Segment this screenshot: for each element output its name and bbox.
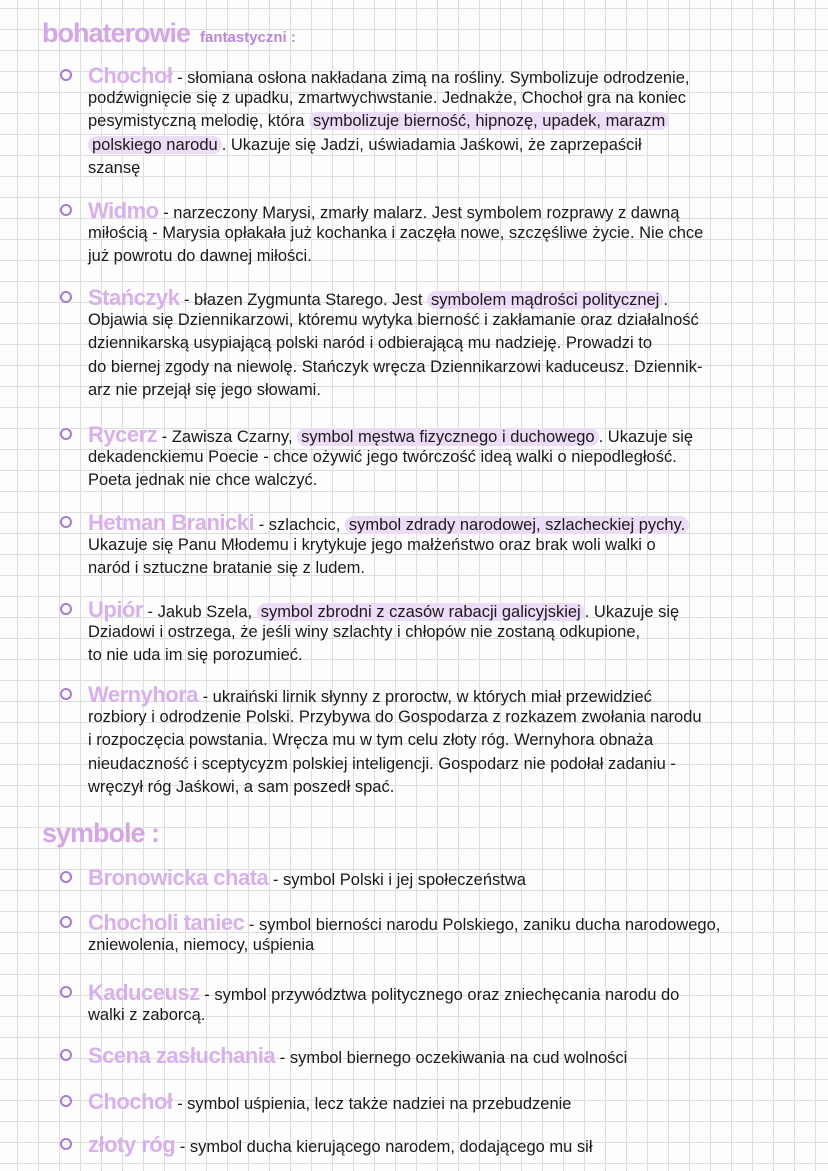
text-line (60, 1004, 828, 1027)
text-segment: rozbiory i odrodzenie Polski. Przybywa do Gospodarza z rozkazem zwołania narodu (88, 708, 702, 727)
text-line (60, 598, 828, 621)
text-segment: - Jakub Szela, (142, 603, 257, 621)
highlighted-text: symbolem mądrości politycznej (427, 291, 663, 309)
entry-name: Hetman Branicki (88, 510, 255, 535)
bullet-icon (60, 204, 72, 216)
text-segment: - narzeczony Marysi, zmarły malarz. Jest symbolem rozprawy z dawną (158, 204, 680, 222)
text-segment: Dziadowi i ostrzega, że jeśli winy szlachty i chłopów nie zostaną odkupione, (88, 623, 641, 642)
symbol-entry (60, 1044, 828, 1067)
bullet-icon (60, 1138, 72, 1150)
symbol-entry (60, 866, 828, 889)
text-line (60, 776, 828, 799)
text-segment: dziennikarską usypiającą polski naród i odbierającą mu nadzieję. Prowadzi to (88, 334, 653, 353)
text-segment: Poeta jednak nie chce walczyć. (88, 471, 318, 490)
text-line (60, 557, 828, 580)
text-line (60, 1044, 828, 1067)
text-line (60, 1090, 828, 1113)
character-entry (60, 598, 828, 668)
highlighted-text: symbol męstwa fizycznego i duchowego (297, 428, 598, 446)
text-line (60, 379, 828, 402)
text-line (60, 644, 828, 667)
bullet-icon (60, 1095, 72, 1107)
highlighted-text: symbol zbrodni z czasów rabacji galicyjskiej (257, 603, 585, 621)
symbol-entry (60, 1090, 828, 1113)
text-line (60, 423, 828, 446)
text-segment: - symbol przywództwa politycznego oraz zniechęcania narodu do (199, 986, 680, 1004)
bullet-icon (60, 871, 72, 883)
text-line (60, 981, 828, 1004)
text-line (60, 1133, 828, 1156)
text-segment: - symbol bierności narodu Polskiego, zaniku ducha narodowego, (244, 916, 721, 934)
entry-name: Stańczyk (88, 285, 180, 310)
text-segment: do biernej zgody na niewolę. Stańczyk wręcza Dziennikarzowi kaduceusz. Dziennik- (88, 357, 703, 376)
bullet-icon (60, 986, 72, 998)
text-segment: podźwignięcie się z upadku, zmartwychwstanie. Jednakże, Chochoł gra na koniec (88, 89, 686, 108)
entry-name: Wernyhora (88, 682, 199, 707)
character-entry (60, 286, 828, 402)
highlighted-text: polskiego narodu (88, 136, 222, 154)
text-segment: - szlachcic, (254, 516, 345, 534)
text-line (60, 683, 828, 706)
entry-name: Chochoł (88, 1089, 173, 1114)
bullet-icon (60, 291, 72, 303)
symbol-entry (60, 1133, 828, 1156)
text-segment: Ukazuje się Panu Młodemu i krytykuje jego małżeństwo oraz brak woli walki o (88, 536, 656, 555)
text-segment: arz nie przejął się jego słowami. (88, 380, 321, 399)
heading-text: bohaterowie (42, 18, 191, 48)
text-segment: już powrotu do dawnej miłości. (88, 247, 312, 266)
bullet-icon (60, 603, 72, 615)
heading-subtitle: fantastyczni : (200, 29, 296, 46)
text-segment: naród i sztuczne bratanie się z ludem. (88, 559, 365, 578)
text-segment: - symbol biernego oczekiwania na cud wolności (275, 1049, 628, 1067)
text-segment: - ukraiński lirnik słynny z proroctw, w których miał przewidzieć (198, 688, 652, 706)
entry-name: Chocholi taniec (88, 910, 245, 935)
bullet-icon (60, 69, 72, 81)
text-segment: dekadenckiemu Poecie - chce ożywić jego twórczość ideą walki o niepodległość. (88, 448, 677, 467)
text-segment: miłością - Marysia opłakała już kochanka i zaczęła nowe, szczęśliwe życie. Nie chce (88, 224, 704, 243)
text-segment: - Zawisza Czarny, (157, 428, 298, 446)
text-line (60, 729, 828, 752)
text-line (60, 511, 828, 534)
character-entry (60, 64, 828, 180)
text-segment: wręczył róg Jaśkowi, a sam poszedł spać. (88, 777, 395, 796)
symbol-entry (60, 911, 828, 957)
heading-text: symbole : (42, 818, 160, 848)
entry-name: Bronowicka chata (88, 865, 269, 890)
character-entry (60, 423, 828, 493)
entry-name: Widmo (88, 198, 159, 223)
text-segment: pesymistyczną melodię, która (88, 112, 310, 131)
text-line (60, 110, 828, 133)
text-segment: Objawia się Dziennikarzowi, któremu wytyka bierność i zakłamanie oraz działalność (88, 311, 699, 330)
text-line (60, 911, 828, 934)
text-segment: - symbol ducha kierującego narodem, dodającego mu sił (175, 1138, 593, 1156)
character-entry (60, 683, 828, 799)
text-segment: . Ukazuje się (598, 428, 694, 446)
bullet-icon (60, 1049, 72, 1061)
text-line (60, 87, 828, 110)
text-line (60, 157, 828, 180)
text-line (60, 934, 828, 957)
highlighted-text: symbolizuje bierność, hipnozę, upadek, marazm (309, 112, 669, 130)
text-segment: i rozpoczęcia powstania. Wręcza mu w tym celu złoty róg. Wernyhora obnaża (88, 731, 654, 750)
text-line (60, 309, 828, 332)
bullet-icon (60, 428, 72, 440)
text-line (60, 469, 828, 492)
character-entry (60, 199, 828, 269)
text-line (60, 866, 828, 889)
bullet-icon (60, 916, 72, 928)
symbol-entry (60, 981, 828, 1027)
text-line (60, 245, 828, 268)
text-line (60, 332, 828, 355)
text-line (60, 621, 828, 644)
characters-heading (42, 18, 296, 53)
text-line (60, 134, 828, 157)
bullet-icon (60, 516, 72, 528)
text-line (60, 199, 828, 222)
text-segment: zniewolenia, niemocy, uśpienia (88, 936, 315, 955)
text-line (60, 286, 828, 309)
text-segment: to nie uda im się porozumieć. (88, 646, 303, 665)
entry-name: Kaduceusz (88, 980, 200, 1005)
entry-name: Rycerz (88, 422, 158, 447)
text-segment: - symbol uśpienia, lecz także nadziei na przebudzenie (172, 1095, 572, 1113)
text-line (60, 446, 828, 469)
character-entry (60, 511, 828, 581)
text-line (60, 753, 828, 776)
text-line (60, 706, 828, 729)
text-segment: . (663, 291, 668, 309)
text-segment: walki z zaborcą. (88, 1006, 206, 1025)
text-segment: - błazen Zygmunta Starego. Jest (179, 291, 428, 309)
entry-name: Scena zasłuchania (88, 1043, 276, 1068)
text-segment: - symbol Polski i jej społeczeństwa (268, 871, 526, 889)
text-segment: - słomiana osłona nakładana zimą na rośliny. Symbolizuje odrodzenie, (172, 69, 690, 87)
text-line (60, 222, 828, 245)
bullet-icon (60, 688, 72, 700)
text-line (60, 64, 828, 87)
entry-name: złoty róg (88, 1132, 176, 1157)
symbols-heading (42, 818, 159, 848)
highlighted-text: symbol zdrady narodowej, szlacheckiej pychy. (345, 516, 689, 534)
text-segment: . Ukazuje się Jadzi, uświadamia Jaśkowi, że zaprzepaścił (221, 135, 642, 154)
entry-name: Upiór (88, 597, 143, 622)
text-segment: szansę (88, 158, 141, 177)
text-segment: nieudaczność i sceptycyzm polskiej inteligencji. Gospodarz nie podołał zadaniu - (88, 754, 676, 773)
text-line (60, 356, 828, 379)
entry-name: Chochoł (88, 63, 173, 88)
text-segment: . Ukazuje się (584, 603, 680, 621)
text-line (60, 534, 828, 557)
